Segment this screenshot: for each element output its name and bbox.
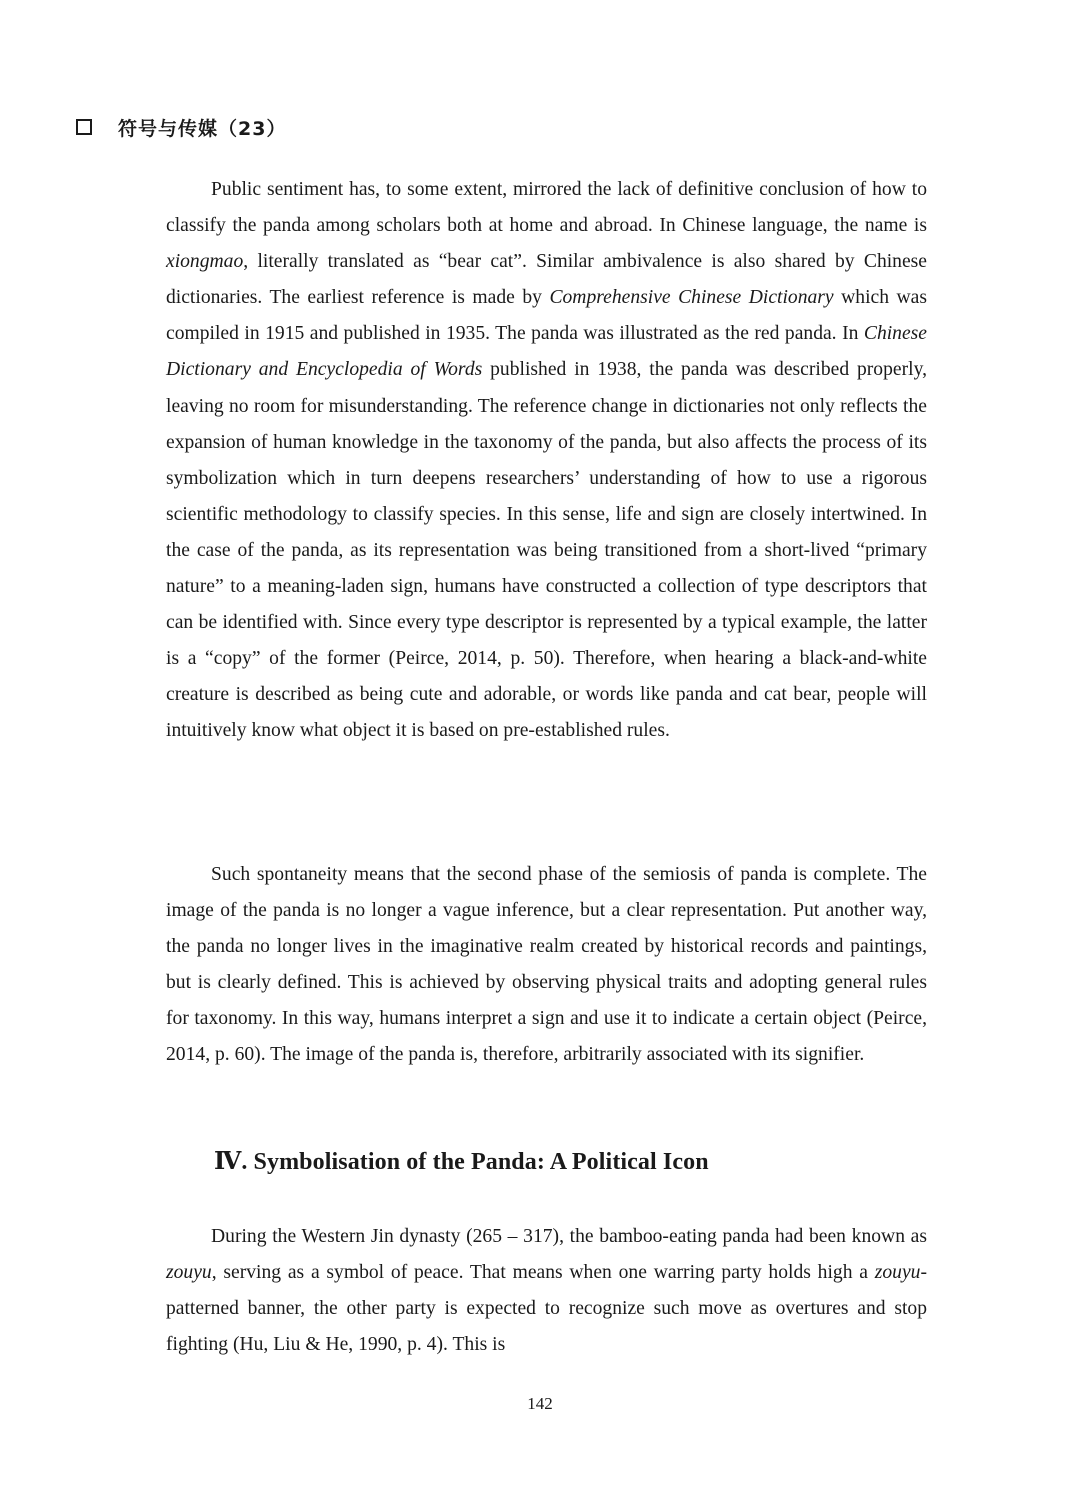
paragraph-3: [166, 1219, 927, 1363]
paragraph-3-italic-2: zouyu: [874, 1262, 921, 1284]
paragraph-1-text-1: Public sentiment has, to some extent, mirrored the lack of definitive conclusion of how to classify the panda among scholars both at home and abroad. In Chinese language, the name is: [166, 179, 927, 237]
header-square-icon: [76, 119, 92, 135]
paragraph-1-italic-3: Chinese Dictionary and Encyclopedia of Words: [166, 323, 927, 381]
paragraph-1-italic-2: Comprehensive Chinese Dictionary: [549, 287, 834, 309]
section-heading: Ⅳ. Symbolisation of the Panda: A Political Icon: [214, 1149, 709, 1175]
paragraph-1: [166, 172, 927, 750]
paragraph-1-text-3: which was compiled in 1915 and published in 1935. The panda was illustrated as the red panda. In: [166, 287, 927, 345]
paragraph-3-text-2: , serving as a symbol of peace. That means when one warring party holds high a: [211, 1262, 875, 1284]
paragraph-3-text-1: During the Western Jin dynasty (265 – 317), the bamboo-eating panda had been known as: [211, 1226, 927, 1247]
paragraph-2: Such spontaneity means that the second phase of the semiosis of panda is complete. The image of the panda is no longer a vague inference, but a clear representation. Put another way, the panda no longer lives in the imaginative realm created by historical records and paintings, but is clearly defined. This is achieved by observing physical traits and adopting general rules for taxonomy. In this way, humans interpret a sign and use it to indicate a certain object (Peirce, 2014, p. 60). The image of the panda is, therefore, arbitrarily associated with its signifier.: [166, 864, 927, 1066]
journal-title: 符号与传媒（23）: [118, 117, 287, 140]
running-header: [76, 115, 286, 139]
paragraph-1-text-2: , literally translated as “bear cat”. Similar ambivalence is also shared by Chinese dictionaries. The earliest reference is made by: [166, 251, 927, 309]
paragraph-1-italic-1: xiongmao: [166, 251, 244, 273]
page-number: 142: [527, 1394, 553, 1413]
paragraph-1-text-4: published in 1938, the panda was described properly, leaving no room for misunderstanding. The reference change in dictionaries not only reflects the expansion of human knowledge in the taxonomy of the panda, but also affects the process of its symbolization which in turn deepens researchers’ understanding of how to use a rigorous scientific methodology to classify species. In this sense, life and sign are closely intertwined. In the case of the panda, as its representation was being transitioned from a short-lived “primary nature” to a meaning-laden sign, humans have constructed a collection of type descriptors that can be identified with. Since every type descriptor is represented by a typical example, the latter is a “copy” of the former (Peirce, 2014, p. 50). Therefore, when hearing a black-and-white creature is described as being cute and adorable, or words like panda and cat bear, people will intuitively know what object it is based on pre-established rules.: [166, 359, 927, 742]
paragraph-3-text-3: -patterned banner, the other party is expected to recognize such move as overtures and stop fighting (Hu, Liu & He, 1990, p. 4). This is: [166, 1262, 927, 1356]
paragraph-3-italic-1: zouyu: [166, 1262, 212, 1284]
